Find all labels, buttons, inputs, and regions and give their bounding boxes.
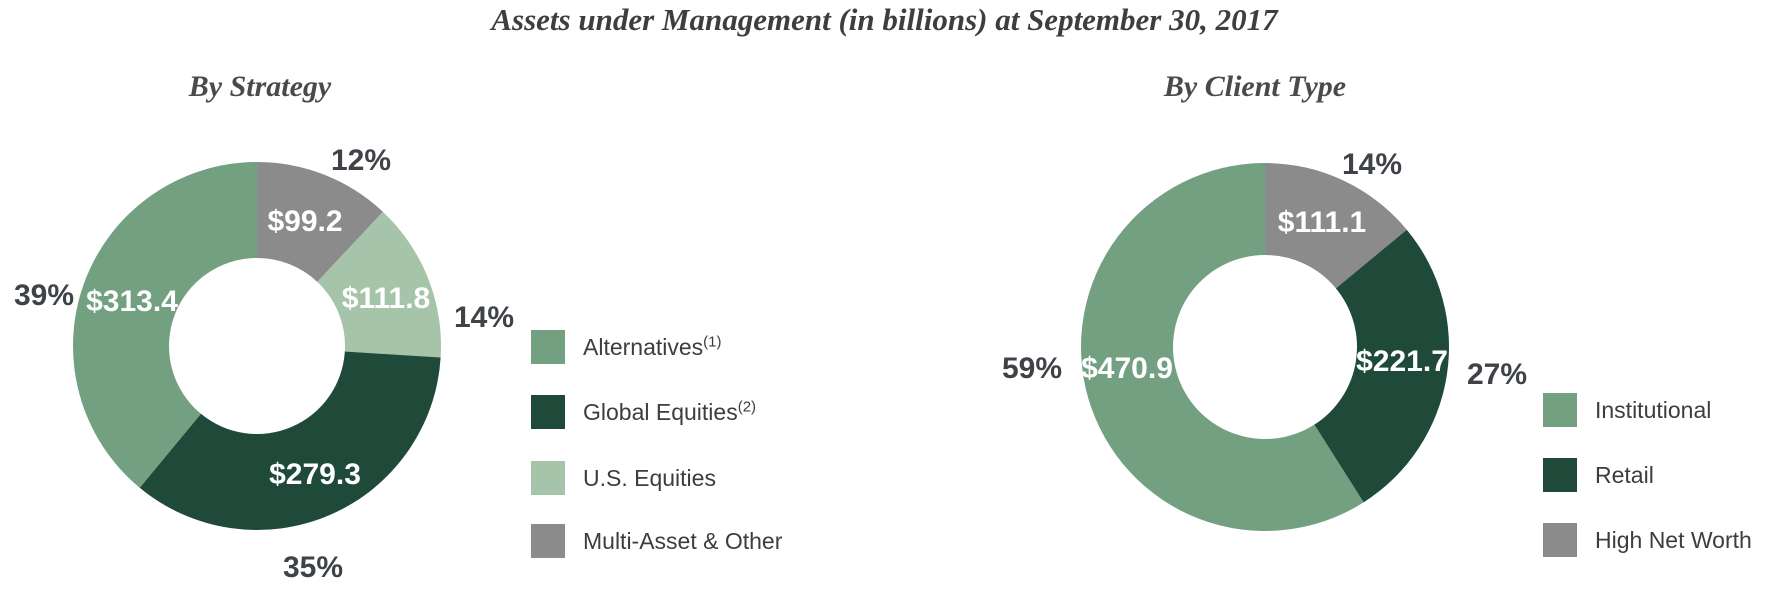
pct-label-retail: 27% [1466,358,1528,391]
value-label-retail: $221.7 [1356,345,1448,378]
legend-swatch-us-equities [531,461,565,495]
donut-slice-global-equities [140,352,441,530]
pct-label-us-equities: 14% [453,301,515,334]
legend-swatch-multi-asset [531,524,565,558]
value-label-alternatives: $313.4 [86,285,178,318]
value-label-us-equities: $111.8 [341,282,431,315]
page-title: Assets under Management (in billions) at September 30, 2017 [491,2,1278,37]
legend-swatch-global-equities [531,395,565,429]
legend-label-global-equities: Global Equities$^{(2)}$ [583,398,757,425]
legend-label-multi-asset: Multi-Asset & Other [583,528,783,554]
legend-swatch-retail [1543,458,1577,492]
value-label-institutional: $470.9 [1081,352,1173,385]
legend-label-us-equities: U.S. Equities [583,465,716,491]
value-label-high-net-worth: $111.1 [1277,206,1367,239]
legend-swatch-institutional [1543,393,1577,427]
pct-label-multi-asset: 12% [330,144,392,177]
legend-swatch-high-net-worth [1543,523,1577,557]
pct-label-alternatives: 39% [13,279,75,312]
donut-chart-by-strategy [67,156,447,536]
legend-label-high-net-worth: High Net Worth [1595,527,1752,553]
legend-label-institutional: Institutional [1595,397,1712,423]
chart-title-by-client-type: By Client Type [1163,70,1347,103]
footnote-marker-1: (1) [703,333,722,351]
chart-title-by-strategy: By Strategy [188,70,332,103]
footnote-marker-2: (2) [737,398,757,416]
legend-label-retail: Retail [1595,462,1654,488]
pct-label-institutional: 59% [1001,352,1063,385]
pct-label-global-equities: 35% [282,551,344,584]
pct-label-high-net-worth: 14% [1341,148,1403,181]
legend-swatch-alternatives [531,330,565,364]
value-label-multi-asset: $99.2 [267,205,343,238]
legend-label-alternatives: Alternatives$^{(1)}$ [583,333,722,360]
value-label-global-equities: $279.3 [269,458,361,491]
